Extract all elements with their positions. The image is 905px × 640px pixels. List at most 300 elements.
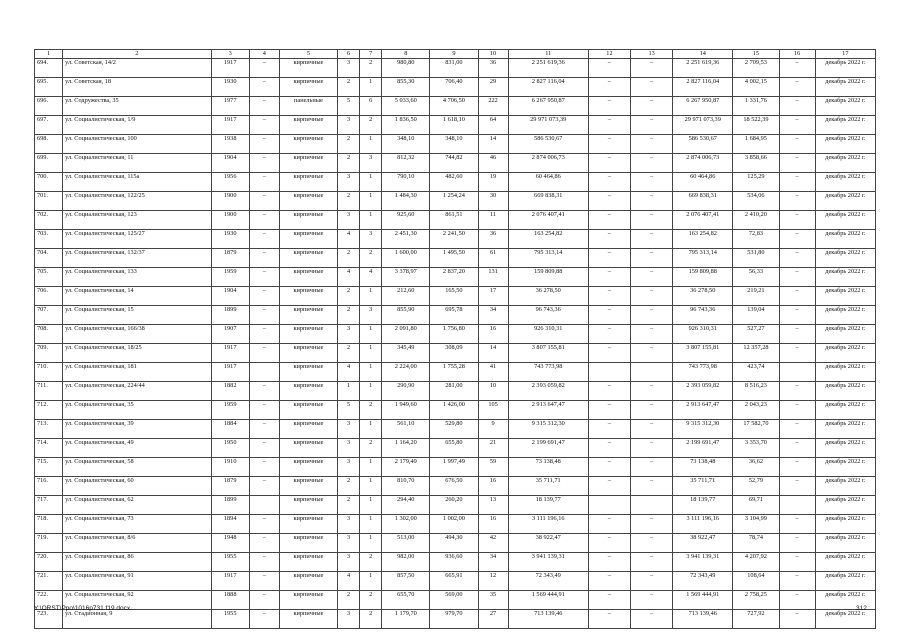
table-cell: 73 138,48 (673, 458, 733, 477)
table-cell: 1 600,00 (382, 249, 430, 268)
table-cell: ул. Социалистическая, 123 (63, 211, 212, 230)
table-cell: 2 (338, 496, 360, 515)
table-cell: ул. Советская, 14/2 (63, 59, 212, 78)
table-cell: – (249, 610, 279, 629)
table-cell: 1894 (211, 515, 249, 534)
table-cell: – (631, 116, 673, 135)
table-cell: 73 138,48 (508, 458, 588, 477)
table-cell: 105 (478, 401, 508, 420)
table-cell: 695,78 (430, 306, 478, 325)
table-cell: 795 313,14 (673, 249, 733, 268)
table-cell: ул. Социалистическая, 115а (63, 173, 212, 192)
table-cell: – (631, 515, 673, 534)
table-cell: 1 569 444,91 (673, 591, 733, 610)
table-cell: кирпичные (279, 458, 337, 477)
table-row (35, 249, 876, 268)
table-cell: кирпичные (279, 135, 337, 154)
table-cell: ул. Социалистическая, 86 (63, 553, 212, 572)
column-header: 14 (673, 50, 733, 59)
column-header: 1 (35, 50, 63, 59)
table-cell: 3 941 139,31 (508, 553, 588, 572)
column-header: 12 (588, 50, 630, 59)
table-cell: 36 278,50 (673, 287, 733, 306)
table-cell: 78,74 (733, 534, 779, 553)
table-cell: 222 (478, 97, 508, 116)
table-cell: 513,00 (382, 534, 430, 553)
column-header: 16 (779, 50, 815, 59)
table-cell: – (631, 306, 673, 325)
table-cell: – (588, 230, 630, 249)
table-cell: – (631, 610, 673, 629)
table-cell: 1 755,28 (430, 363, 478, 382)
table-cell: – (631, 572, 673, 591)
table-cell: 586 530,67 (673, 135, 733, 154)
table-cell: ул. Социалистическая, 15 (63, 306, 212, 325)
table-cell: – (779, 610, 815, 629)
table-cell: 1 302,00 (382, 515, 430, 534)
table-cell: кирпичные (279, 363, 337, 382)
table-cell: – (249, 97, 279, 116)
table-cell: декабрь 2022 г. (815, 192, 875, 211)
table-cell: – (779, 534, 815, 553)
table-cell: 36 278,50 (508, 287, 588, 306)
table-cell: 1910 (211, 458, 249, 477)
table-cell: 2 043,23 (733, 401, 779, 420)
table-cell: 706. (35, 287, 63, 306)
table-cell: 718. (35, 515, 63, 534)
table-cell: 1 (360, 382, 382, 401)
table-row (35, 325, 876, 344)
table-cell: 1948 (211, 534, 249, 553)
table-cell: 2 (338, 477, 360, 496)
table-cell: ул. Стадионная, 9 (63, 610, 212, 629)
table-cell: – (779, 553, 815, 572)
table-cell: декабрь 2022 г. (815, 135, 875, 154)
table-cell (588, 363, 630, 382)
table-cell: 12 (478, 572, 508, 591)
table-cell: – (249, 344, 279, 363)
table-cell: 34 (478, 306, 508, 325)
table-cell: – (779, 249, 815, 268)
table-cell: 21 (478, 439, 508, 458)
table-cell: – (249, 211, 279, 230)
table-cell: 1 (360, 363, 382, 382)
table-cell: 18 139,77 (673, 496, 733, 515)
table-cell: 1956 (211, 173, 249, 192)
table-cell: 2 874 006,73 (673, 154, 733, 173)
table-cell: – (249, 420, 279, 439)
table-cell: 3 104,99 (733, 515, 779, 534)
table-cell: 715. (35, 458, 63, 477)
table-cell: 3 378,97 (382, 268, 430, 287)
table-cell: – (779, 78, 815, 97)
table-cell: 1 164,20 (382, 439, 430, 458)
table-cell: – (631, 420, 673, 439)
table-cell: декабрь 2022 г. (815, 363, 875, 382)
table-cell: 61 (478, 249, 508, 268)
table-cell: 2 224,00 (382, 363, 430, 382)
table-cell: – (249, 116, 279, 135)
table-cell: 5 (338, 401, 360, 420)
table-cell: 139,04 (733, 306, 779, 325)
table-cell: – (779, 192, 815, 211)
table-cell: 3 (338, 534, 360, 553)
table-cell: 723. (35, 610, 63, 629)
table-cell: 1 426,00 (430, 401, 478, 420)
table-cell: 1 (360, 420, 382, 439)
table-cell: 982,00 (382, 553, 430, 572)
table-cell: 2 913 647,47 (673, 401, 733, 420)
table-cell: 697. (35, 116, 63, 135)
table-row (35, 78, 876, 97)
table-cell: – (779, 135, 815, 154)
table-cell: 4 002,15 (733, 78, 779, 97)
table-cell: 34 (478, 553, 508, 572)
table-cell: 36 (478, 59, 508, 78)
table-cell: 831,00 (430, 59, 478, 78)
table-cell: 1 756,80 (430, 325, 478, 344)
table-cell: 3 807 155,81 (508, 344, 588, 363)
table-cell: 676,50 (430, 477, 478, 496)
table-cell (249, 496, 279, 515)
table-cell: – (588, 591, 630, 610)
table-cell: – (588, 325, 630, 344)
table-cell: 1879 (211, 249, 249, 268)
table-cell: – (588, 534, 630, 553)
table-row (35, 287, 876, 306)
table-cell: 60 464,86 (673, 173, 733, 192)
table-cell: декабрь 2022 г. (815, 287, 875, 306)
table-cell: – (779, 59, 815, 78)
table-cell: 42 (478, 534, 508, 553)
table-cell: 1 (360, 287, 382, 306)
table-cell: декабрь 2022 г. (815, 97, 875, 116)
table-cell: 125,29 (733, 173, 779, 192)
table-cell: ул. Социалистическая, 62 (63, 496, 212, 515)
table-cell: ул. Социалистическая, 181 (63, 363, 212, 382)
table-cell: 855,90 (382, 306, 430, 325)
table-cell: 212,60 (382, 287, 430, 306)
table-cell: – (779, 458, 815, 477)
table-cell: 795 313,14 (508, 249, 588, 268)
table-cell: 18 522,39 (733, 116, 779, 135)
table-cell: ул. Социалистическая, 14 (63, 287, 212, 306)
table-cell: кирпичные (279, 268, 337, 287)
table-cell: 4 207,92 (733, 553, 779, 572)
table-cell: 713 139,46 (673, 610, 733, 629)
table-cell: 1 (360, 515, 382, 534)
table-cell: 3 (360, 306, 382, 325)
table-cell: – (249, 534, 279, 553)
table-cell: 14 (478, 135, 508, 154)
table-cell: 2 (360, 610, 382, 629)
table-cell: 3 807 155,81 (673, 344, 733, 363)
table-cell: 655,80 (430, 439, 478, 458)
table-row (35, 420, 876, 439)
table-cell: 1917 (211, 59, 249, 78)
table-cell: – (249, 135, 279, 154)
table-cell: 17 (478, 287, 508, 306)
table-cell: – (249, 230, 279, 249)
table-cell: 1 (360, 458, 382, 477)
table-cell: 29 971 073,39 (673, 116, 733, 135)
table-cell: 56,33 (733, 268, 779, 287)
table-cell: 1 (360, 496, 382, 515)
table-cell: – (249, 591, 279, 610)
table-cell: 1 618,10 (430, 116, 478, 135)
table-cell: 6 267 950,87 (673, 97, 733, 116)
table-cell: 52,79 (733, 477, 779, 496)
table-cell: 669 838,31 (508, 192, 588, 211)
table-cell: 2 (338, 249, 360, 268)
table-cell: декабрь 2022 г. (815, 268, 875, 287)
table-cell: – (588, 553, 630, 572)
table-cell: 2 (338, 591, 360, 610)
table-cell: 3 (338, 515, 360, 534)
column-header: 15 (733, 50, 779, 59)
table-cell: – (631, 439, 673, 458)
table-cell: ул. Социалистическая, 100 (63, 135, 212, 154)
table-cell: кирпичные (279, 572, 337, 591)
table-cell: декабрь 2022 г. (815, 515, 875, 534)
table-cell: – (249, 287, 279, 306)
table-cell: 926 310,31 (673, 325, 733, 344)
table-cell: 290,90 (382, 382, 430, 401)
table-cell: 5 (338, 97, 360, 116)
column-header: 4 (249, 50, 279, 59)
table-cell: кирпичные (279, 591, 337, 610)
table-cell: 348,10 (430, 135, 478, 154)
table-cell: декабрь 2022 г. (815, 230, 875, 249)
table-cell: 64 (478, 116, 508, 135)
table-cell: – (249, 59, 279, 78)
table-row (35, 591, 876, 610)
table-cell: ул. Социалистическая, 73 (63, 515, 212, 534)
table-cell: 6 (360, 97, 382, 116)
table-cell: декабрь 2022 г. (815, 249, 875, 268)
table-cell: декабрь 2022 г. (815, 572, 875, 591)
table-cell: декабрь 2022 г. (815, 458, 875, 477)
table-cell: кирпичные (279, 173, 337, 192)
table-cell: – (588, 173, 630, 192)
table-cell: кирпичные (279, 287, 337, 306)
table-cell: 423,74 (733, 363, 779, 382)
table-cell: – (631, 591, 673, 610)
table-cell: ул. Социалистическая, 92 (63, 591, 212, 610)
table-cell: 3 (338, 211, 360, 230)
table-cell: – (588, 610, 630, 629)
table-cell: 2 827 116,04 (673, 78, 733, 97)
table-cell: 2 393 059,82 (673, 382, 733, 401)
table-row (35, 458, 876, 477)
table-cell: 706,40 (430, 78, 478, 97)
table-cell: – (779, 154, 815, 173)
table-row (35, 268, 876, 287)
table-cell: 9 (478, 420, 508, 439)
table-cell: 2 827 116,04 (508, 78, 588, 97)
table-cell: 1899 (211, 306, 249, 325)
table-cell: 3 (360, 154, 382, 173)
table-cell: кирпичные (279, 211, 337, 230)
table-cell: ул. Социалистическая, 60 (63, 477, 212, 496)
table-row (35, 230, 876, 249)
table-cell: – (588, 268, 630, 287)
table-cell: 163 254,82 (508, 230, 588, 249)
table-cell: – (588, 439, 630, 458)
table-cell: 1 (338, 382, 360, 401)
table-cell: 2 837,20 (430, 268, 478, 287)
table-cell: 294,40 (382, 496, 430, 515)
table-cell: 1888 (211, 591, 249, 610)
table-cell: ул. Социалистическая, 49 (63, 439, 212, 458)
table-cell: – (249, 401, 279, 420)
table-cell: 2 251 619,36 (673, 59, 733, 78)
table-cell: – (779, 287, 815, 306)
table-cell: 1 179,70 (382, 610, 430, 629)
table-cell: 1900 (211, 211, 249, 230)
table-cell: декабрь 2022 г. (815, 154, 875, 173)
table-cell (588, 496, 630, 515)
table-cell: 29 971 073,39 (508, 116, 588, 135)
table-row (35, 363, 876, 382)
table-cell: 2 (360, 116, 382, 135)
table-cell: 4 (338, 230, 360, 249)
column-header: 5 (279, 50, 337, 59)
table-cell: 35 711,71 (508, 477, 588, 496)
table-cell: 1 002,00 (430, 515, 478, 534)
table-cell: 2 (360, 553, 382, 572)
table-cell: – (631, 135, 673, 154)
table-cell: 1 684,95 (733, 135, 779, 154)
table-cell: 1 (360, 344, 382, 363)
table-cell: 2 451,30 (382, 230, 430, 249)
table-cell: – (249, 249, 279, 268)
table-cell: – (631, 477, 673, 496)
table-row (35, 344, 876, 363)
table-cell: 1 495,50 (430, 249, 478, 268)
table-cell: – (249, 572, 279, 591)
table-cell: 1917 (211, 572, 249, 591)
table-cell: декабрь 2022 г. (815, 344, 875, 363)
table-cell: декабрь 2022 г. (815, 477, 875, 496)
table-cell: – (249, 515, 279, 534)
table-cell: 2 179,49 (382, 458, 430, 477)
table-cell: 9 315 312,30 (673, 420, 733, 439)
page-number: 312 (856, 605, 867, 612)
table-cell: 1 254,24 (430, 192, 478, 211)
table-cell: 857,50 (382, 572, 430, 591)
table-cell: кирпичные (279, 534, 337, 553)
table-cell: декабрь 2022 г. (815, 439, 875, 458)
table-row (35, 553, 876, 572)
table-cell: – (779, 97, 815, 116)
table-cell: ул. Содружества, 35 (63, 97, 212, 116)
table-cell: 260,20 (430, 496, 478, 515)
table-cell: – (631, 344, 673, 363)
table-cell: – (631, 534, 673, 553)
table-cell: 3 353,70 (733, 439, 779, 458)
table-cell: ул. Социалистическая, 166/38 (63, 325, 212, 344)
table-row (35, 439, 876, 458)
table-cell: кирпичные (279, 325, 337, 344)
table-row (35, 534, 876, 553)
table-cell: 4 (338, 268, 360, 287)
column-header: 11 (508, 50, 588, 59)
table-cell: 1 (360, 78, 382, 97)
table-cell: декабрь 2022 г. (815, 59, 875, 78)
table-cell: 2 (360, 401, 382, 420)
table-cell: – (588, 192, 630, 211)
table-cell: – (779, 325, 815, 344)
table-cell: 979,70 (430, 610, 478, 629)
table-cell: – (631, 382, 673, 401)
table-cell: 2 076 407,41 (508, 211, 588, 230)
table-cell: 482,60 (430, 173, 478, 192)
table-cell: 1930 (211, 78, 249, 97)
table-cell: ул. Социалистическая, 125/27 (63, 230, 212, 249)
table-cell: 3 941 139,31 (673, 553, 733, 572)
table-cell: 3 858,66 (733, 154, 779, 173)
table-cell: 4 (360, 268, 382, 287)
table-cell: 2 (338, 78, 360, 97)
table-cell: 1917 (211, 344, 249, 363)
table-cell: – (631, 553, 673, 572)
table-cell: 108,64 (733, 572, 779, 591)
table-cell: – (779, 116, 815, 135)
table-cell: 1 (360, 325, 382, 344)
table-cell: – (779, 382, 815, 401)
table-cell: 2 076 407,41 (673, 211, 733, 230)
column-header: 13 (631, 50, 673, 59)
table-cell: 11 (478, 211, 508, 230)
table-cell: 72 343,49 (673, 572, 733, 591)
table-cell: 699. (35, 154, 63, 173)
column-header: 6 (338, 50, 360, 59)
table-cell: 1959 (211, 401, 249, 420)
table-cell: 707. (35, 306, 63, 325)
table-cell: 281,00 (430, 382, 478, 401)
table-cell: ул. Советская, 18 (63, 78, 212, 97)
table-cell: 727,92 (733, 610, 779, 629)
table-cell: 1 (360, 173, 382, 192)
table-cell: 72,83 (733, 230, 779, 249)
table-header-row (35, 50, 876, 59)
table-cell: 936,60 (430, 553, 478, 572)
table-cell: кирпичные (279, 116, 337, 135)
table-cell: декабрь 2022 г. (815, 591, 875, 610)
table-cell: – (779, 173, 815, 192)
table-cell: 38 922,47 (673, 534, 733, 553)
table-cell: – (588, 382, 630, 401)
table-cell: 2 758,25 (733, 591, 779, 610)
table-cell: 17 582,70 (733, 420, 779, 439)
table-cell: 705. (35, 268, 63, 287)
table-cell: кирпичные (279, 154, 337, 173)
table-cell: – (588, 59, 630, 78)
table-cell: кирпичные (279, 59, 337, 78)
table-cell: 2 (338, 344, 360, 363)
table-cell: ул. Социалистическая, 18/25 (63, 344, 212, 363)
table-cell: 1977 (211, 97, 249, 116)
table-cell: – (249, 268, 279, 287)
table-cell: 1 (360, 534, 382, 553)
table-cell: 1950 (211, 439, 249, 458)
table-cell: 3 (338, 59, 360, 78)
table-cell: – (588, 572, 630, 591)
table-cell: – (631, 287, 673, 306)
table-cell: ул. Социалистическая, 122/25 (63, 192, 212, 211)
column-header: 9 (430, 50, 478, 59)
